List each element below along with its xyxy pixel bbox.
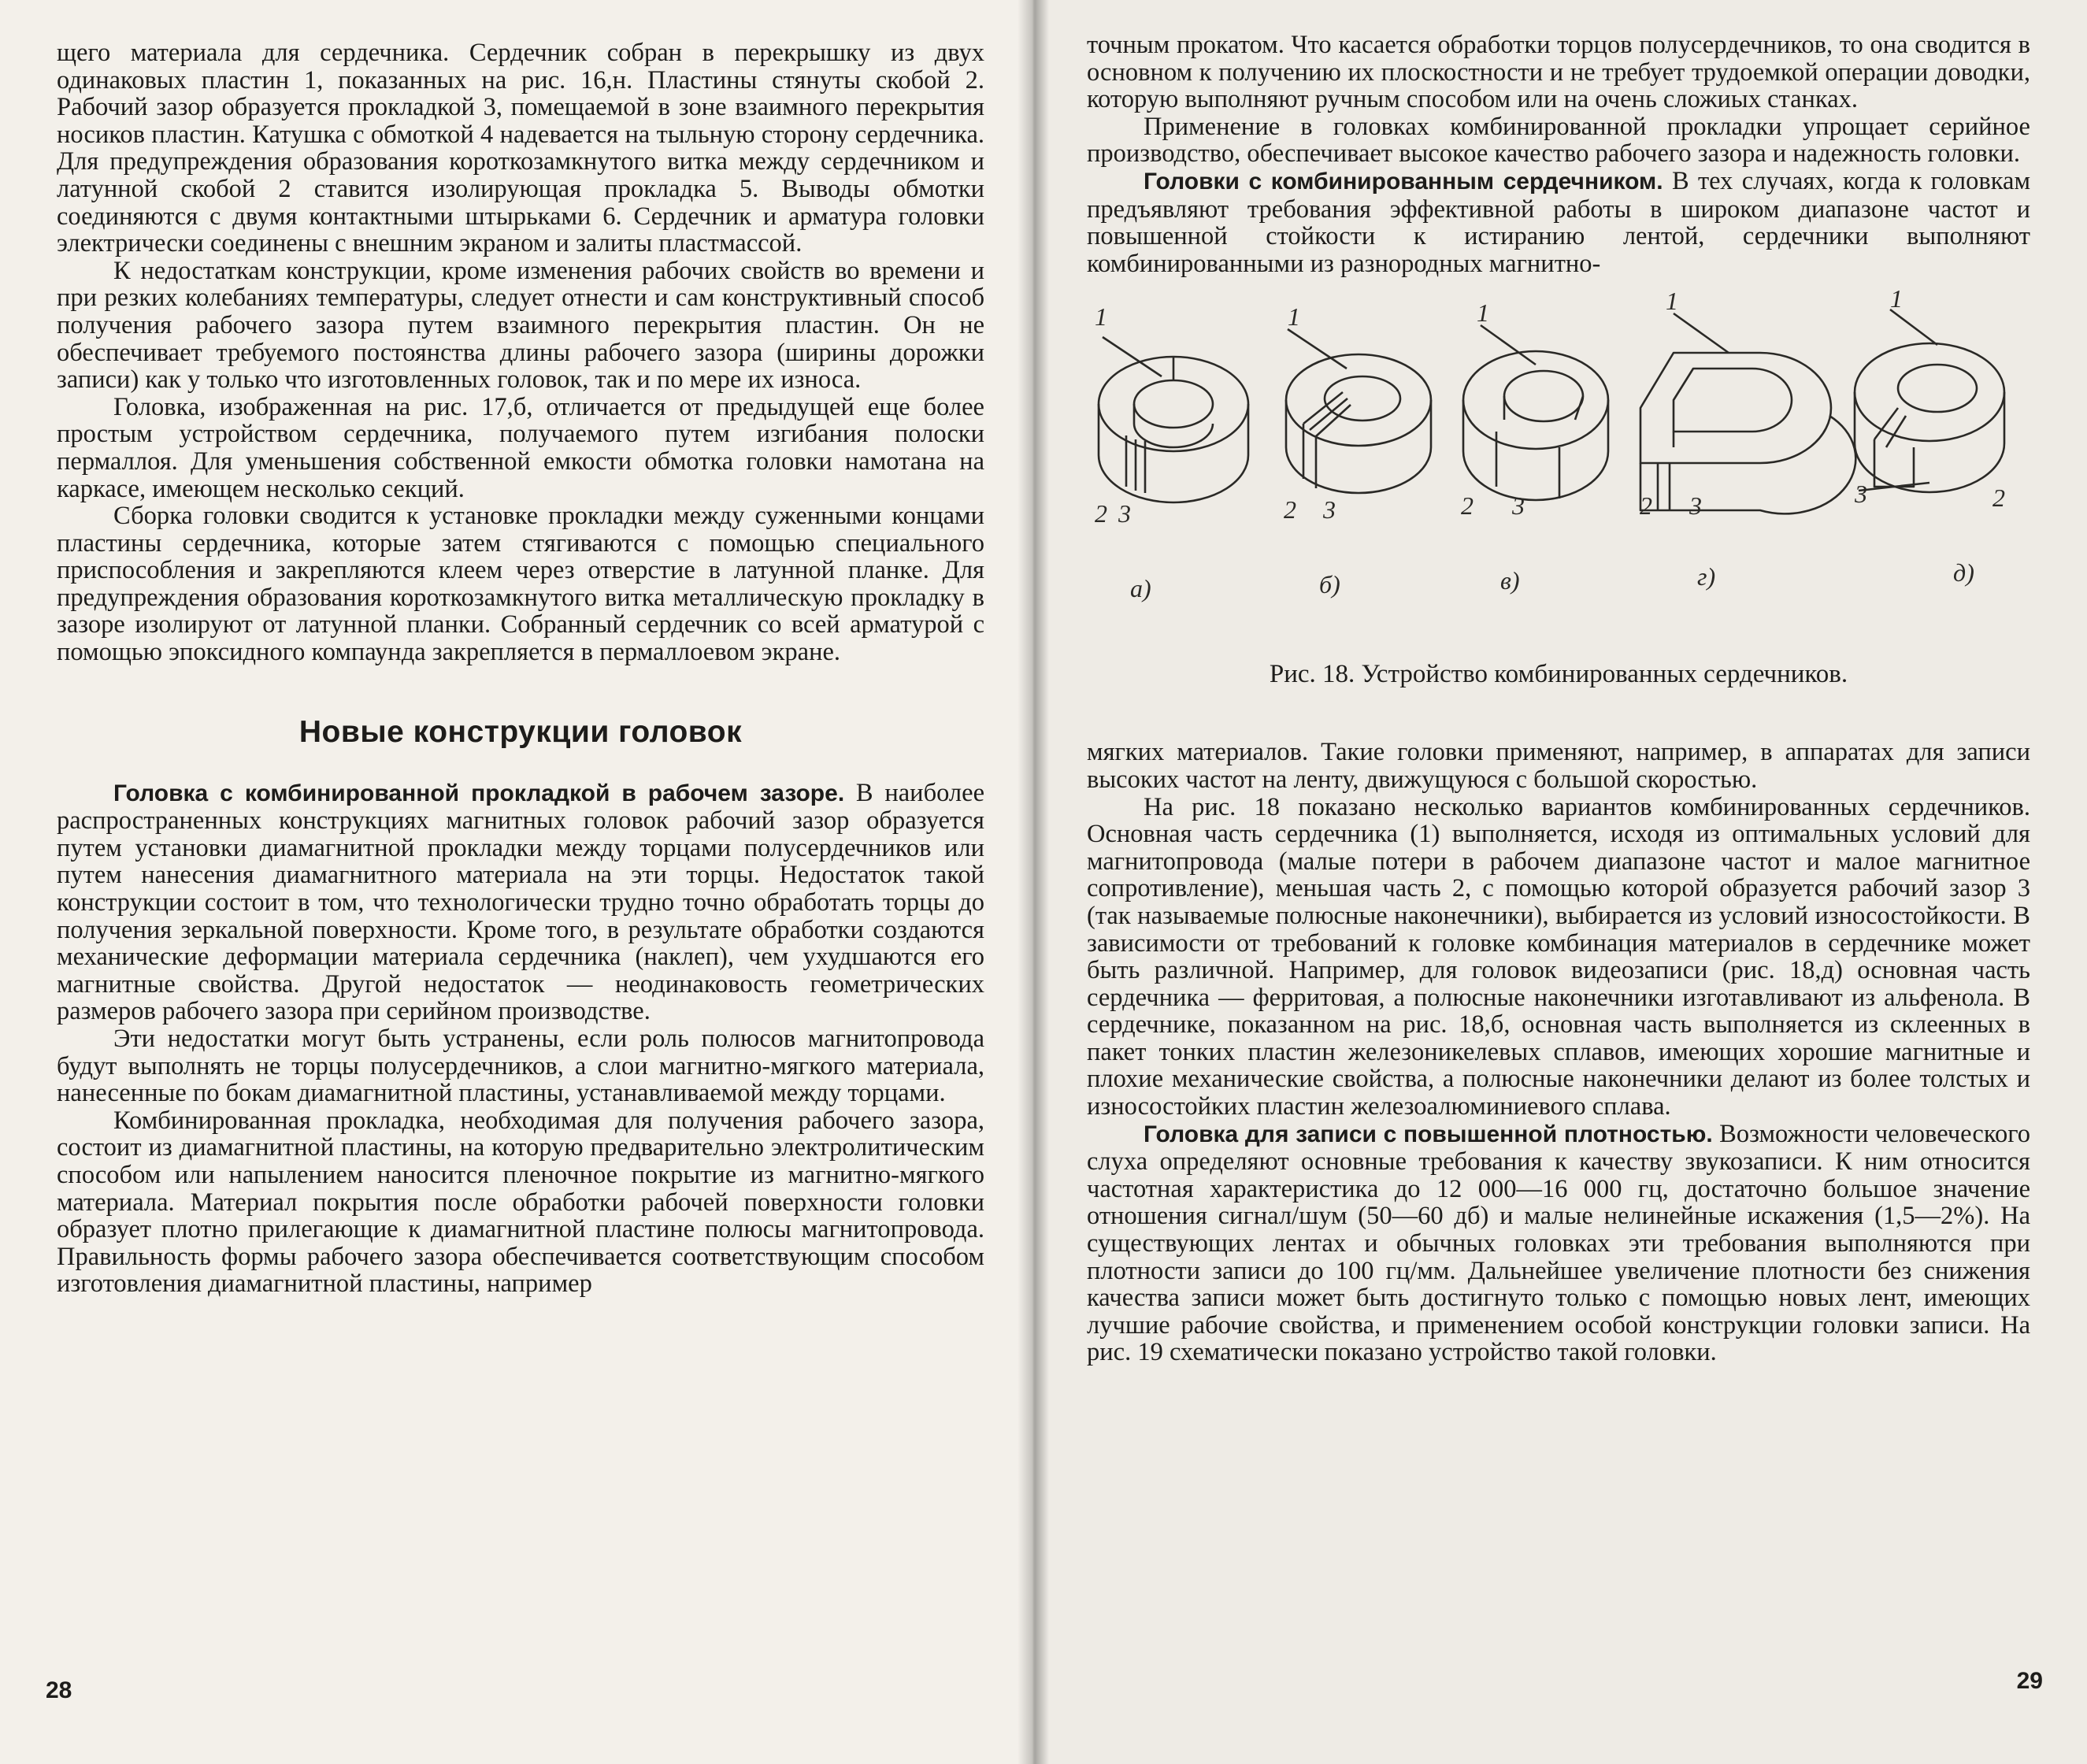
- core-variant-c: [1463, 325, 1608, 500]
- fig-a-label-2: 2: [1095, 499, 1107, 528]
- core-variant-b: [1286, 329, 1431, 493]
- left-paragraph-4: Сборка головки сводится к установке прокладки между суженными концами пластины сердечника, которые затем стягиваются с помощью специального приспособления и закрепляются клеем через отверстие в латунной планке. Для предупреждения образования короткозамкнутого витка металлическую прокладку в зазоре изолируют от латунной планки. Собранный сердечник со всей арматурой с помощью эпоксидного компаунда закрепляется в пермаллоевом экране.: [57, 502, 984, 667]
- fig-d-letter: г): [1697, 562, 1716, 591]
- fig-b-label-2: 2: [1284, 495, 1296, 524]
- figure-18-caption: Рис. 18. Устройство комбинированных сердечников.: [1269, 660, 1848, 689]
- left-paragraph-1: щего материала для сердечника. Сердечник собран в перекрышку из двух одинаковых пластин 1, показанных на рис. 16,н. Пластины стянуты скобой 2. Рабочий зазор образуется прокладкой 3, помещаемой в зоне взаимного перекрытия носиков пластин. Катушка с обмоткой 4 надевается на тыльную сторону сердечника. Для предупреждения образования короткозамкнутого витка между сердечником и латунной скобой 2 ставится изолирующая прокладка 5. Выводы обмотки соединяются с двумя контактными штырьками 6. Сердечник и арматура головки электрически соединены с внешним экраном и залиты пластмассой.: [57, 39, 984, 258]
- fig-e-label-1: 1: [1890, 290, 1903, 313]
- right-paragraph-6-body: Возможности человеческого слуха определяют основные требования к качеству звукозаписи. К ним относится частотная характеристика до 12 000—16 000 гц, достаточно большое значение отношения сигнал/шум (50—60 дб) и малые нелинейные искажения (1,5—2%). На существующих лентах и обычных головках эти требования выполняются при плотности записи до 100 гц/мм. Дальнейшее увеличение плотности без снижения качества записи может быть достигнуто только с помощью новых лент, имеющих лучшие рабочие свойства, и применением особой конструкции головки записи. На рис. 19 схематически показано устройство такой головки.: [1087, 1119, 2030, 1367]
- fig-a-label-3: 3: [1118, 499, 1131, 528]
- left-text-column: [57, 39, 984, 1298]
- left-paragraph-6: Эти недостатки могут быть устранены, если роль полюсов магнитопровода будут выполнять не торцы полусердечников, а слои магнитно-мягкого материала, нанесенные по бокам диамагнитной пластины, устанавливаемой между торцами.: [57, 1025, 984, 1108]
- right-paragraph-2: Применение в головках комбинированной прокладки упрощает серийное производство, обеспечивает высокое качество рабочего зазора и надежность головки.: [1087, 112, 2030, 169]
- fig-a-letter: а): [1130, 574, 1151, 603]
- left-page-number: 28: [46, 1677, 72, 1703]
- left-paragraph-5: [57, 780, 984, 1025]
- subheading-combined-core: Головки с комбинированным сердечником.: [1144, 168, 1663, 195]
- left-paragraph-5-body: В наиболее распространенных конструкциях магнитных головок рабочий зазор образуется путем установки диамагнитной прокладки между торцами полусердечников или путем нанесения диамагнитного материала на эти торцы. Недостаток такой конструкции состоит в том, что технологически трудно точно обработать торцы до получения зеркальной поверхности. Кроме того, в результате обработки создаются механические деформации материала сердечника (наклеп), чем ухудшаются его магнитные свойства. Другой недостаток — неодинаковость геометрических размеров рабочего зазора при серийном производстве.: [57, 778, 984, 1026]
- book-gutter: [1018, 0, 1049, 1764]
- right-paragraph-3: [1087, 168, 2030, 277]
- fig-c-label-1: 1: [1477, 298, 1489, 328]
- left-paragraph-7: Комбинированная прокладка, необходимая для получения рабочего зазора, состоит из диамагнитной пластины, на которую предварительно электролитическим способом или напылением наносится пленочное покрытие из магнитно-мягкого материала. Материал покрытия после обработки рабочей поверхности головки образует плотно прилегающие к диамагнитной пластине полюсы магнитопровода. Правильность формы рабочего зазора обеспечивается соответствующим способом изготовления диамагнитной пластины, например: [57, 1106, 984, 1299]
- fig-e-label-2: 2: [1992, 484, 2005, 513]
- core-variant-d: [1640, 313, 1855, 513]
- fig-b-label-1: 1: [1288, 302, 1300, 332]
- right-paragraph-3-body: В тех случаях, когда к головкам предъявляют требования эффективной работы в широком диапазоне частот и повышенной стойкости к истиранию лентой, сердечники выполняют комбинированными из разнородных магнитно-: [1087, 166, 2031, 278]
- figure-18: [1087, 290, 2030, 731]
- core-variant-e: [1855, 309, 2004, 492]
- left-page: [0, 0, 1033, 1764]
- fig-c-letter: в): [1500, 566, 1520, 595]
- fig-c-label-2: 2: [1461, 491, 1474, 521]
- right-page: [1033, 0, 2087, 1764]
- right-text-column: [1087, 32, 2030, 1366]
- right-paragraph-4: мягких материалов. Такие головки применяют, например, в аппаратах для записи высоких частот на ленту, движущуюся с большой скоростью.: [1087, 738, 2030, 794]
- subheading-combined-spacer: Головка с комбинированной прокладкой в рабочем зазоре.: [113, 780, 845, 806]
- left-paragraph-2: К недостаткам конструкции, кроме изменения рабочих свойств во времени и при резких колебаниях температуры, следует отнести и сам конструктивный способ получения рабочего зазора путем взаимного перекрытия пластин. Он не обеспечивает требуемого постоянства длины рабочего зазора (ширины дорожки записи) как у только что изготовленных головок, так и по мере их износа.: [57, 256, 984, 395]
- fig-a-label-1: 1: [1095, 302, 1107, 332]
- left-paragraph-3: Головка, изображенная на рис. 17,б, отличается от предыдущей еще более простым устройством сердечника, получаемого путем изгибания полоски пермаллоя. Для уменьшения собственной емкости обмотка головки намотана на каркасе, имеющем несколько секций.: [57, 392, 984, 503]
- fig-c-label-3: 3: [1512, 491, 1525, 521]
- right-paragraph-1: точным прокатом. Что касается обработки торцов полусердечников, то она сводится в основном к получению их плоскостности и не требует трудоемкой операции доводки, которую выполняют ручным способом или на очень сложиых станках.: [1087, 31, 2030, 114]
- figure-18-drawing: [1087, 290, 2030, 660]
- fig-b-letter: б): [1319, 570, 1340, 599]
- fig-e-letter: д): [1953, 558, 1974, 587]
- fig-b-label-3: 3: [1323, 495, 1336, 524]
- section-heading: Новые конструкции головок: [298, 714, 743, 749]
- subheading-high-density: Головка для записи с повышенной плотностью.: [1144, 1121, 1713, 1147]
- fig-d-label-2: 2: [1640, 491, 1652, 521]
- right-paragraph-6: [1087, 1121, 2030, 1366]
- right-paragraph-5: На рис. 18 показано несколько вариантов комбинированных сердечников. Основная часть сердечника (1) выполняется, исходя из оптимальных условий для магнитопровода (малые потери в рабочем диапазоне частот и малое магнитное сопротивление), меньшая часть 2, с помощью которой образуется рабочий зазор 3 (так называемые полюсные наконечники), выбирается из условий износостойкости. В зависимости от требований к головке комбинация материалов в сердечнике может быть различной. Например, для головок видеозаписи (рис. 18,д) основная часть сердечника — ферритовая, а полюсные наконечники изготавливают из альфенола. В сердечнике, показанном на рис. 18,б, основная часть выполняется из склеенных в пакет тонких пластин железоникелевых сплавов, имеющих хорошие магнитные и плохие механические свойства, а полюсные наконечники делают из более толстых и износостойких пластин железоалюминиевого сплава.: [1087, 792, 2030, 1121]
- fig-d-label-3: 3: [1689, 491, 1702, 521]
- fig-d-label-1: 1: [1666, 290, 1678, 316]
- core-variant-a: [1099, 337, 1248, 502]
- fig-e-label-3: 3: [1855, 480, 1867, 509]
- right-page-number: 29: [2016, 1668, 2043, 1694]
